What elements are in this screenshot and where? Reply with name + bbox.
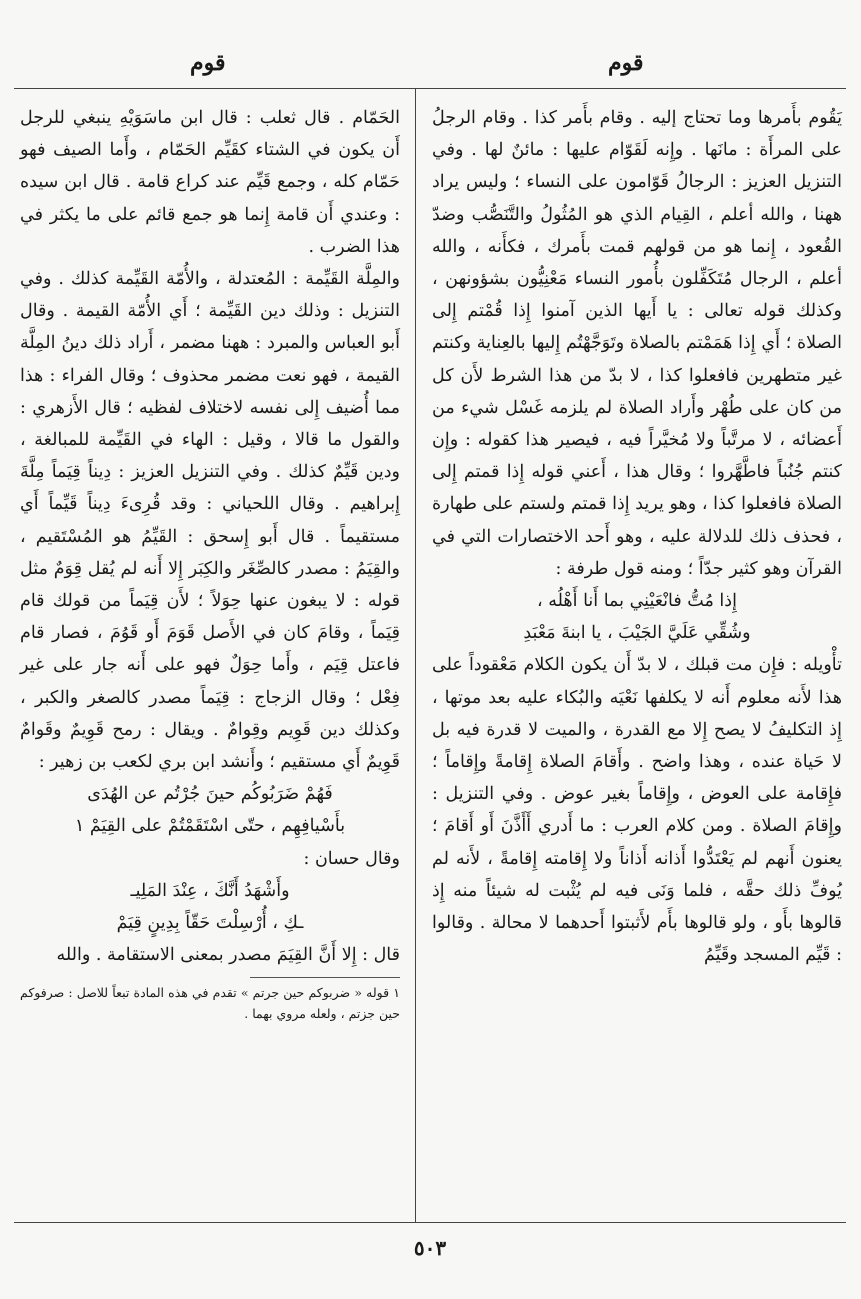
right-verse-line-2: وشُقِّي عَلَيَّ الجَيْبَ ، يا ابنةَ مَعْبَدِ — [523, 623, 751, 644]
left-verse-line-3: وأَشْهَدُ أَنَّكَ ، عِنْدَ المَلِيـ — [130, 880, 290, 901]
left-paragraph-3: وقال حسان : — [303, 848, 400, 869]
running-header-left: قوم — [190, 50, 226, 76]
column-divider — [415, 88, 416, 1222]
right-paragraph-2: تأْويله : فإِن مت قبلك ، لا بدّ أَن يكون الكلام مَعْقوداً على هذا لأَنه معلوم أَنه لا يكلفها نَعْيَه والبُكاء عليه بعد موتها ، إِذ التكليفُ لا يصح إِلا مع القدرة ، والميت لا قدرة فيه بل لا حَياة عنده ، وهذا واضح . وأَقامَ الصلاة إِقامةً وإِقاماً ؛ فإِقامة على العوض ، وإِقاماً بغير عوض . وفي التنزيل : وإِقامَ الصلاة . ومن كلام العرب : ما أَدري أَأَذَّنَ أَو أَقامَ ؛ يعنون أَنهم لم يَعْتَدُّوا أَذانه أَذاناً ولا إِقامته إِقامةً ، لأَنه لم يُوفِّ ذلك حقَّه ، فلما وَنَى فيه لم يُثْبت له شيئاً منه إِذ قالوها بأَو ، ولو قالوها بأَم لأَثبتوا أَحدهما لا محالة . وقالوا : قَيِّم المسجد وقَيِّمُ — [432, 655, 842, 966]
page-number: ٥٠٣ — [413, 1236, 447, 1260]
left-paragraph-2: والمِلَّة القَيِّمة : المُعتدلة ، والأُمّة القَيِّمة كذلك . وفي التنزيل : وذلك دين القَيِّمة ؛ أَي الأُمّة القيمة . وقال أَبو العباس والمبرد : ههنا مضمر ، أَراد ذلك دينُ المِلَّة القيمة ، فهو نعت مضمر محذوف ؛ وقال الفراء : هذا مما أُضيف إِلى نفسه لاختلاف لفظيه ؛ قال الأَزهري : والقول ما قالا ، وقيل : الهاء في القَيِّمة للمبالغة ، ودين قَيِّمٌ كذلك . وفي التنزيل العزيز : دِيناً قِيَماً مِلَّةَ إِبراهيم . وقال اللحياني : وقد قُرِىءَ دِيناً قَيِّماً أَي مستقيماً . قال أَبو إِسحق : القَيِّمُ هو المُسْتَقيم ، والقِيَمُ : مصدر كالصِّغَر والكِبَر إِلا أَنه لم يُقل قِوَمٌ مثل قوله : لا يبغون عنها حِوَلاً ؛ لأَن قِيَماً من قولك قام قِيَماً ، وقامَ كان في الأَصل قَوَمَ أَو قَوُمَ ، فصار قام فاعتل قِيَم ، وأَما حِوَلٌ فهو على أَنه جار على غير فِعْل ؛ وقال الزجاج : قِيَماً مصدر كالصغر والكبر ، وكذلك دين قَوِيم وقِوامٌ . ويقال : رمح قَوِيمٌ وقَوامٌ قَوِيمٌ أَي مستقيم ؛ وأَنشد ابن بري لكعب بن زهير : — [20, 269, 400, 773]
right-verse-line-1: إِذا مُتُّ فانْعَيْنِي بما أَنا أَهْلُه ، — [537, 591, 737, 612]
footer-rule — [14, 1222, 846, 1223]
left-verse-line-2: بأَسْيافِهِم ، حتّى اسْتَقَمْتُمْ على القِيَمْ ١ — [74, 816, 346, 837]
right-paragraph-1: يَقُوم بأَمرها وما تحتاج إليه . وقام بأَمر كذا . وقام الرجلُ على المرأَة : مانَها . وإِنه لَقَوّام عليها : مائنٌ لها . وفي التنزيل العزيز : الرجالُ قَوّامون على النساء ؛ وليس يراد ههنا ، والله أعلم ، القِيام الذي هو المُثُولُ والتَّنَصُّب وضدّ القُعود ، إِنما هو من قولهم قمت بأَمرك ، فكأَنه ، والله أعلم ، الرجال مُتَكَفِّلون بأُمور النساء مَعْنِيُّون بشؤونهن ، وكذلك قوله تعالى : يا أَيها الذين آمنوا إِذا قُمْتم إِلى الصلاة ؛ أَي إِذا هَمَمْتم بالصلاة وتَوَجَّهْتُم إِليها بالعِناية وكنتم غير متطهرين فافعلوا كذا ، لا بدّ من هذا الشرط لأَن كل من كان على طُهْر وأَراد الصلاة لم يلزمه غَسْل شيء من أَعضائه ، لا مرتَّباً ولا مُخيَّراً فيه ، فيصير هذا كقوله : وإِن كنتم جُنُباً فاطَّهَّروا ؛ وقال هذا ، أَعني قوله إِذا قمتم إِلى الصلاة فافعلوا كذا ، وهو يريد إِذا قمتم ولستم على طهارة ، فحذف ذلك للدلالة عليه ، وهو أَحد الاختصارات التي في القرآن وهو كثير جدّاً ؛ ومنه قول طرفة : — [432, 108, 842, 579]
left-verse-line-4: ـكِ ، أُرْسِلْتَ حَقّاً بِدِينٍ قِيَمْ — [116, 913, 304, 934]
left-paragraph-4: قال : إِلا أَنَّ القِيَمَ مصدر بمعنى الاستقامة . والله — [56, 945, 400, 966]
header-rule — [14, 88, 846, 89]
left-paragraph-1: الحَمّام . قال ثعلب : قال ابن ماسَوَيْهِ ينبغي للرجل أَن يكون في الشتاء كقَيِّم الحَمّام ، وأَما الصيف فهو حَمّام كله ، وجمع قَيِّم عند كراع قامة . قال ابن سيده : وعندي أَن قامة إِنما هو جمع قائم على ما يكثر في هذا الضرب . — [20, 108, 400, 257]
left-verse-line-1: فَهُمْ ضَرَبُوكُم حينَ جُرْتُم عن الهُدَى — [87, 784, 333, 805]
left-column — [20, 102, 400, 1024]
right-column — [432, 102, 842, 971]
running-header-right: قوم — [608, 50, 644, 76]
footnote: ١ قوله « ضربوكم حين جرتم » تقدم في هذه المادة تبعاً للاصل : صرفوكم حين جزتم ، ولعله مروي بهما . — [20, 985, 400, 1022]
footnote-rule — [250, 977, 400, 978]
